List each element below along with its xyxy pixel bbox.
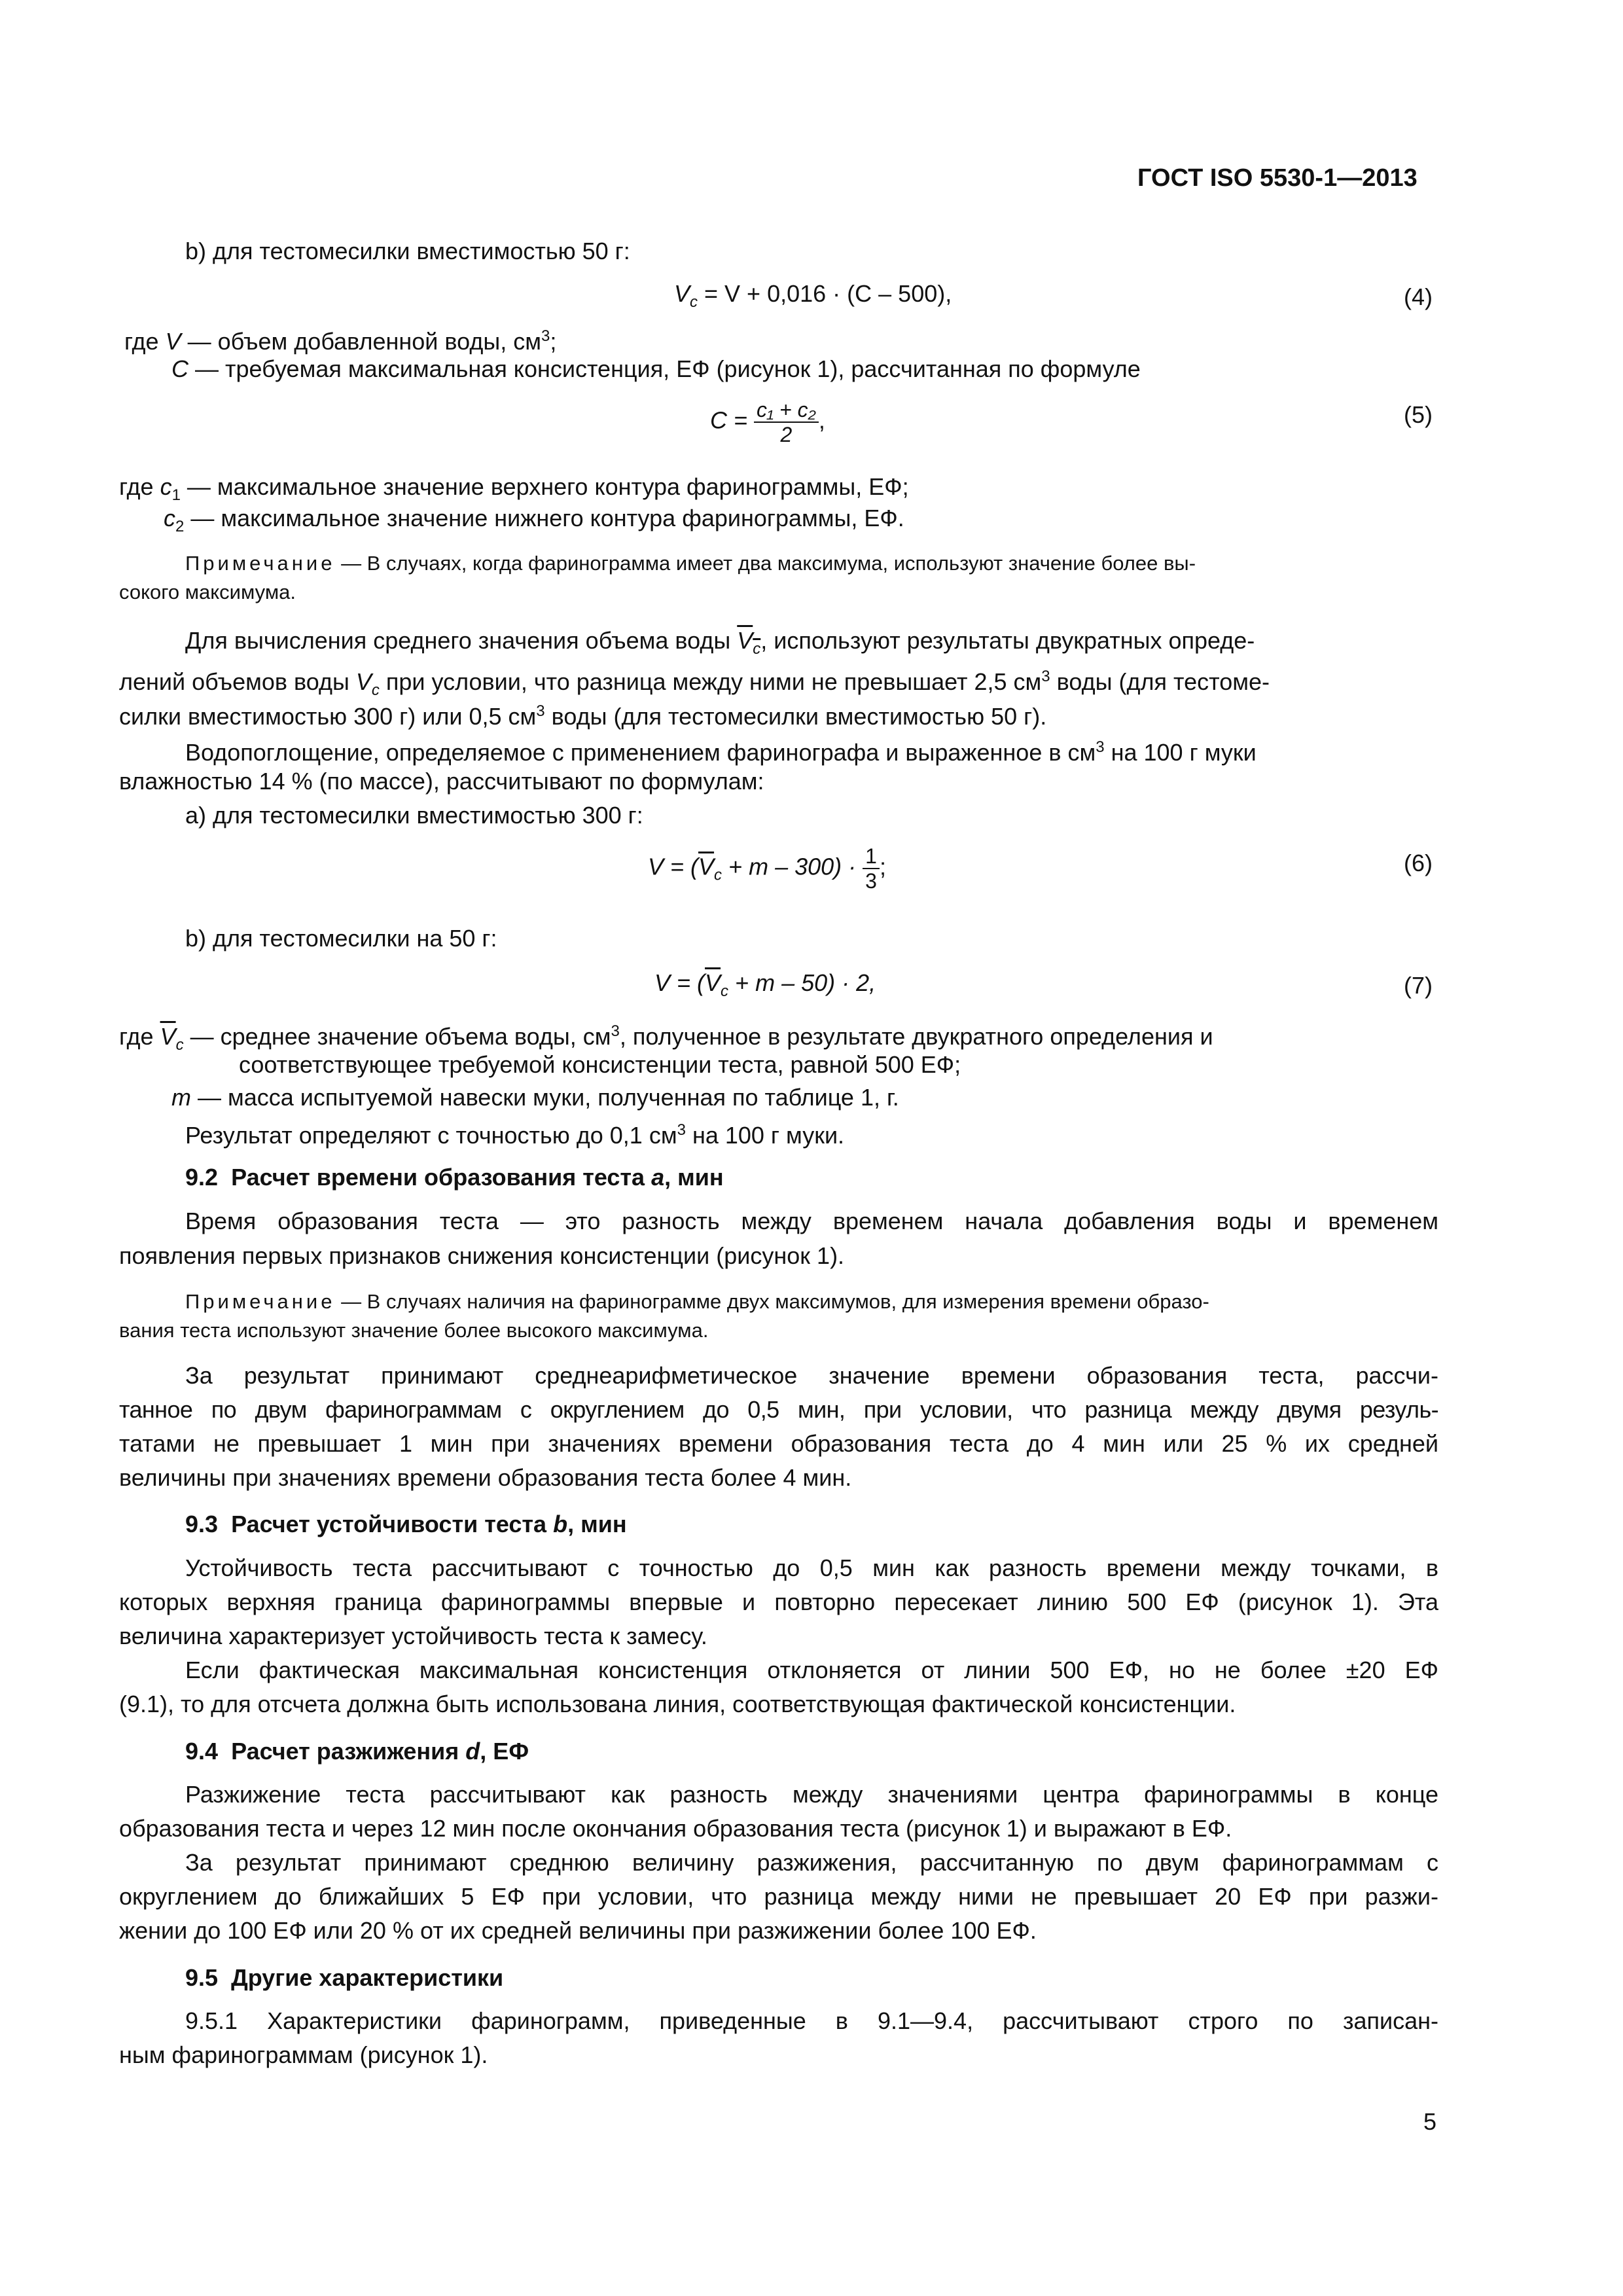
where2-prefix: где [119, 473, 154, 500]
where3-vc-sub: c [175, 1036, 184, 1054]
formula-4-rhs: = V + 0,016 · (C – 500), [698, 280, 952, 307]
formula-6-vc-sub: c [714, 866, 722, 884]
section-9-3-unit: , мин [567, 1511, 627, 1537]
formula-6-lhs: V = ( [648, 853, 699, 880]
note-1-line-1 [185, 550, 1196, 577]
document-code-header: ГОСТ ISO 5530-1—2013 [1137, 164, 1418, 192]
formula-5-fraction [754, 398, 819, 446]
para-avg-text-1a: Для вычисления среднего значения объема воды [185, 627, 731, 654]
where-c-text: — требуемая максимальная консистенция, ЕФ (рисунок 1), рассчитанная по формуле [188, 355, 1141, 382]
symbol-c: C [171, 355, 188, 382]
where-c2-text: — максимальное значение нижнего контура фаринограммы, ЕФ. [184, 505, 904, 531]
s95-p1-line-2: ным фаринограммам (рисунок 1). [119, 2041, 488, 2068]
page-number: 5 [1423, 2108, 1437, 2135]
para-abs-line-2: влажностью 14 % (по массе), рассчитывают по формулам: [119, 768, 764, 795]
where-v-text: — объем добавленной воды, см [181, 328, 541, 355]
formula-4-number: (4) [1404, 283, 1433, 310]
section-9-5-title: Другие характеристики [231, 1964, 504, 1991]
formula-5-lhs: C = [710, 406, 748, 434]
para-abs-text-1b: на 100 г муки [1111, 739, 1257, 766]
where3-sup-1: 3 [611, 1022, 620, 1040]
para-abs-line-1 [185, 732, 1257, 768]
formula-7-lhs: V = ( [654, 969, 705, 996]
where-vc-line-2: соответствующее требуемой консистенции теста, равной 500 ЕФ; [239, 1051, 961, 1078]
s92-p2-line-1: За результат принимают среднеарифметическое значение времени образования теста, рассчи- [185, 1362, 1438, 1389]
section-9-2-unit: , мин [664, 1164, 724, 1191]
para-abs-text-1a: Водопоглощение, определяемое с применением фаринографа и выраженное в см [185, 739, 1096, 766]
formula-7-mid: + m – 50) · 2, [728, 969, 876, 996]
symbol-v: V [165, 328, 181, 355]
para-avg-text-3a: силки вместимостью 300 г) или 0,5 см [119, 703, 537, 730]
where3-vc-text-1b: , полученное в результате двукратного определения и [619, 1023, 1213, 1050]
where-v-line [124, 321, 556, 357]
where-v-end: ; [550, 328, 557, 355]
formula-7-number: (7) [1404, 972, 1433, 999]
formula-7 [654, 967, 876, 1007]
formula-4 [674, 278, 952, 318]
note-2-line-2: вания теста используют значение более высокого максимума. [119, 1319, 709, 1342]
formula-6-tail: ; [879, 853, 886, 880]
formula-5-tail: , [818, 406, 825, 434]
s94-p2-line-3: жении до 100 ЕФ или 20 % от их средней величины при разжижении более 100 ЕФ. [119, 1917, 1037, 1944]
section-9-2-number: 9.2 [185, 1164, 219, 1191]
symbol-m: m [171, 1084, 191, 1111]
formula-6-denominator: 3 [865, 869, 877, 893]
s93-p2-line-1: Если фактическая максимальная консистенция отклоняется от линии 500 ЕФ, но не более ±20 ЕФ [185, 1657, 1438, 1683]
section-9-4-heading [185, 1736, 529, 1767]
section-9-5-heading [185, 1962, 503, 1994]
note-2-text-1: — В случаях наличия на фаринограмме двух максимумов, для измерения времени образо- [341, 1290, 1209, 1313]
note-1-label: Примечание [185, 552, 336, 575]
where3-vc: $\overline{V}$ [160, 1023, 176, 1050]
symbol-vc: $V_c$ [355, 668, 380, 700]
where-prefix: где [124, 328, 159, 355]
para-avg-sup-2: 3 [536, 702, 545, 720]
s94-p2-line-1: За результат принимают среднюю величину разжижения, рассчитанную по двум фаринограммам с [185, 1849, 1438, 1876]
para-avg-line-1 [185, 625, 1255, 665]
formula-4-lhs-sub: c [690, 293, 698, 312]
where-c2-line [164, 503, 904, 543]
s92-p2-line-3: татами не превышает 1 мин при значениях времени образования теста до 4 мин или 25 % их средней [119, 1430, 1438, 1457]
result-text-b: на 100 г муки. [685, 1122, 845, 1149]
symbol-c2-sub: 2 [175, 518, 185, 536]
formula-5-denominator: 2 [780, 423, 793, 446]
item-b-intro: b) для тестомесилки вместимостью 50 г: [185, 238, 630, 264]
para-abs-sup: 3 [1096, 738, 1105, 756]
formula-6-numerator: 1 [863, 844, 880, 869]
note-2-label: Примечание [185, 1290, 336, 1313]
symbol-vc-bar: $V_c$ [737, 627, 761, 658]
result-text-a: Результат определяют с точностью до 0,1 см [185, 1122, 677, 1149]
result-precision-line [185, 1115, 844, 1151]
section-9-5-number: 9.5 [185, 1964, 219, 1991]
formula-5-number: (5) [1404, 401, 1433, 428]
where-c-line [171, 353, 1141, 385]
formula-5 [710, 398, 825, 446]
section-9-4-number: 9.4 [185, 1738, 219, 1765]
s94-p1-line-1: Разжижение теста рассчитывают как разность между значениями центра фаринограммы в конце [185, 1781, 1438, 1808]
section-9-4-var: d [465, 1738, 480, 1765]
s92-p1-line-1: Время образования теста — это разность между временем начала добавления воды и временем [185, 1208, 1438, 1234]
where3-vc-text-1a: — среднее значение объема воды, см [183, 1023, 611, 1050]
where3-prefix: где [119, 1023, 154, 1050]
s93-p1-line-3: величина характеризует устойчивость теста к замесу. [119, 1623, 707, 1649]
para-avg-text-2c: воды (для тестоме- [1056, 668, 1270, 695]
section-9-3-number: 9.3 [185, 1511, 219, 1537]
para-avg-text-2b: при условии, что разница между ними не превышает 2,5 см [385, 668, 1042, 695]
item-a-intro: а) для тестомесилки вместимостью 300 г: [185, 802, 643, 829]
symbol-c1: c [160, 473, 172, 500]
section-9-2-title: Расчет времени образования теста [231, 1164, 645, 1191]
s93-p1-line-2: которых верхняя граница фаринограммы впервые и повторно пересекает линию 500 ЕФ (рисунок 1). Эта [119, 1588, 1438, 1615]
where3-sup-2: 3 [677, 1121, 686, 1139]
formula-6-mid: + m – 300) · [722, 853, 857, 880]
where-m-text: — масса испытуемой навески муки, полученная по таблице 1, г. [191, 1084, 899, 1111]
formula-6-vc: $\overline{V}$ [698, 853, 715, 880]
s94-p2-line-2: округлением до ближайших 5 ЕФ при условии, что разница между ними не превышает 20 ЕФ при разжи- [119, 1883, 1438, 1910]
formula-7-vc: $\overline{V}$ [705, 969, 721, 996]
section-9-4-unit: , ЕФ [480, 1738, 529, 1765]
section-9-3-heading [185, 1509, 627, 1540]
symbol-c1-sub: 1 [171, 486, 181, 505]
item-b2-intro: b) для тестомесилки на 50 г: [185, 925, 497, 952]
formula-4-lhs: V [674, 280, 690, 307]
symbol-c2: c [164, 505, 175, 531]
section-9-2-var: a [651, 1164, 665, 1191]
formula-6-number: (6) [1404, 850, 1433, 876]
formula-6-fraction [863, 844, 880, 893]
note-1-line-2: сокого максимума. [119, 581, 296, 603]
para-avg-line-3 [119, 696, 1046, 732]
section-9-4-title: Расчет разжижения [231, 1738, 459, 1765]
note-2-line-1 [185, 1288, 1209, 1316]
note-1-text-1: — В случаях, когда фаринограмма имеет два максимума, используют значение более вы- [341, 552, 1196, 575]
section-9-3-var: b [553, 1511, 568, 1537]
para-avg-text-2a: лений объемов воды [119, 668, 349, 695]
section-9-3-title: Расчет устойчивости теста [231, 1511, 547, 1537]
s93-p2-line-2: (9.1), то для отсчета должна быть использована линия, соответствующая фактической консистенции. [119, 1691, 1236, 1717]
formula-6 [648, 844, 886, 893]
where-c1-text: — максимальное значение верхнего контура фаринограммы, ЕФ; [180, 473, 909, 500]
para-avg-sup-1: 3 [1041, 668, 1050, 685]
formula-7-vc-sub: c [721, 982, 729, 1001]
s92-p1-line-2: появления первых признаков снижения консистенции (рисунок 1). [119, 1242, 845, 1269]
section-9-2-heading [185, 1162, 724, 1193]
s94-p1-line-2: образования теста и через 12 мин после окончания образования теста (рисунок 1) и выражают в ЕФ. [119, 1815, 1232, 1842]
s92-p2-line-4: величины при значениях времени образования теста более 4 мин. [119, 1464, 852, 1491]
where-m-line [171, 1082, 899, 1113]
formula-5-numerator: c₁ + c₂ [754, 398, 819, 423]
para-avg-text-3b: воды (для тестомесилки вместимостью 50 г). [551, 703, 1047, 730]
s93-p1-line-1: Устойчивость теста рассчитывают с точностью до 0,5 мин как разность времени между точками, в [185, 1554, 1438, 1581]
where-v-sup: 3 [541, 327, 550, 345]
s92-p2-line-2: танное по двум фаринограммам с округлением до 0,5 мин, при условии, что разница между двумя резуль- [119, 1396, 1438, 1423]
s95-p1-line-1: 9.5.1 Характеристики фаринограмм, приведенные в 9.1—9.4, рассчитывают строго по записан- [185, 2007, 1438, 2034]
para-avg-text-1b: , используют результаты двукратных опреде- [760, 627, 1255, 654]
